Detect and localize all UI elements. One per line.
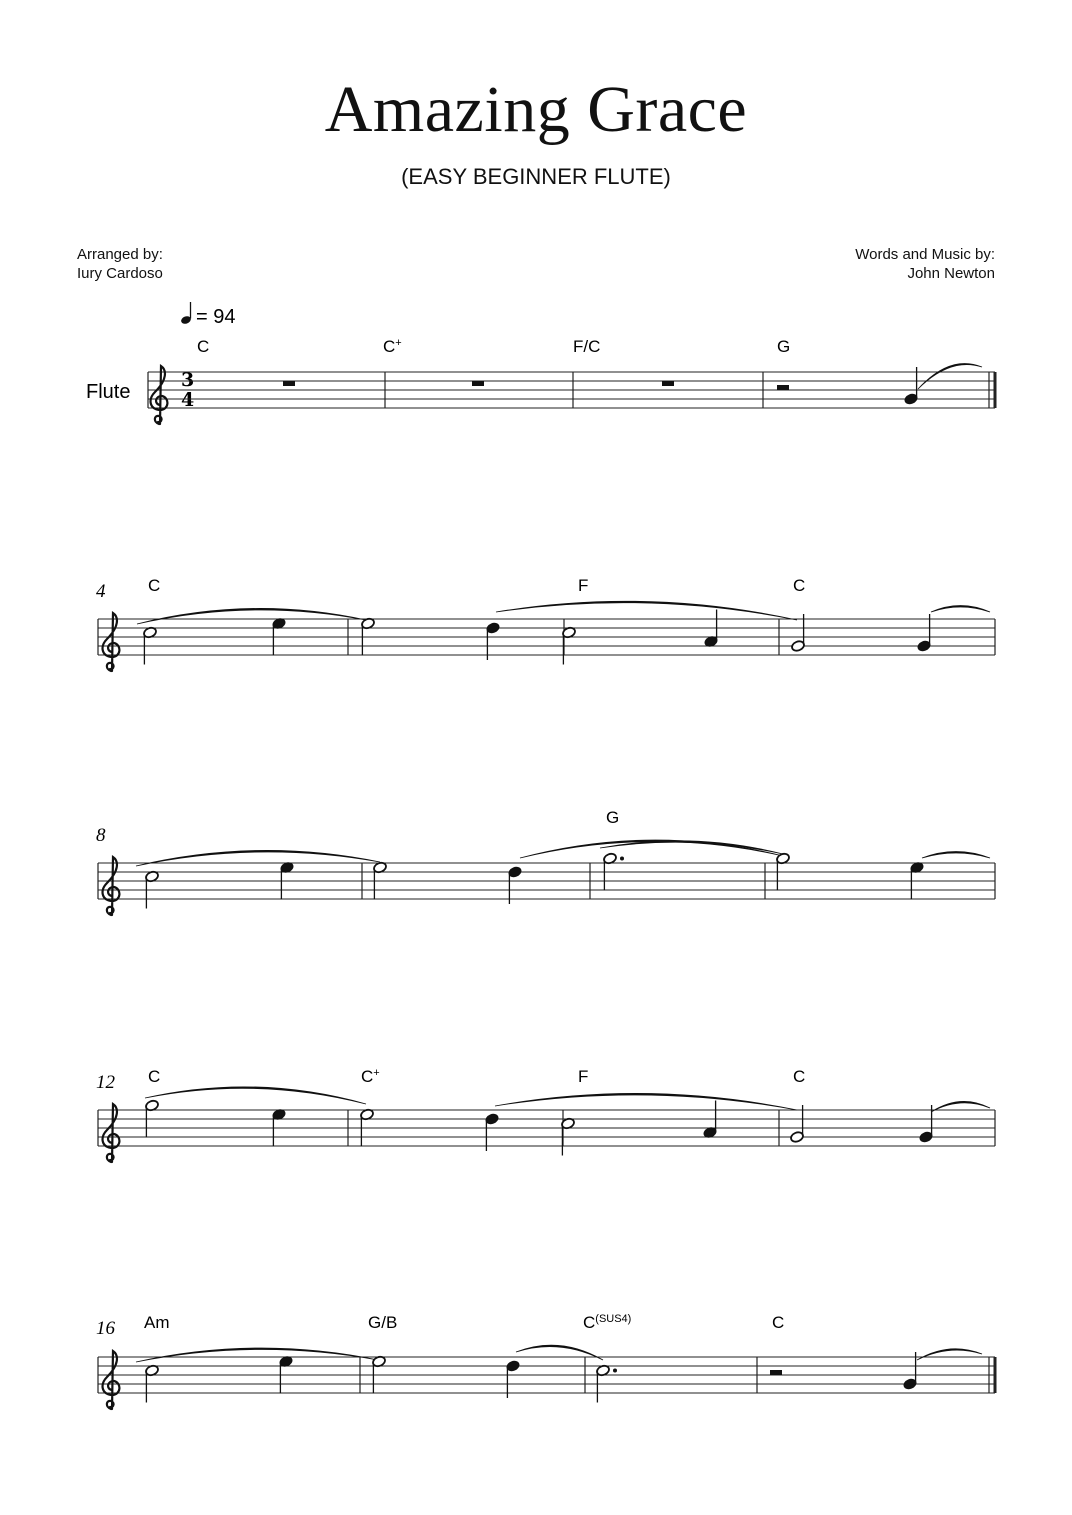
chord-root: C xyxy=(583,1313,596,1332)
composer-label: Words and Music by: xyxy=(855,246,995,263)
chord-root: F xyxy=(578,576,589,595)
slur xyxy=(136,850,380,866)
measure-number-12: 12 xyxy=(96,1072,115,1093)
chord-root: F/C xyxy=(573,337,601,356)
chord-root: G xyxy=(777,337,791,356)
chord-symbol xyxy=(777,337,790,356)
chord-root: Am xyxy=(144,1313,170,1332)
time-signature-bottom: 4 xyxy=(181,389,195,411)
chord-symbol xyxy=(573,337,600,356)
tempo-marking xyxy=(180,302,235,328)
chord-root: C xyxy=(383,337,396,356)
measure-number-4: 4 xyxy=(96,581,106,602)
augmentation-dot xyxy=(613,1369,617,1373)
arranger-name: Iury Cardoso xyxy=(77,265,163,282)
score-title: Amazing Grace xyxy=(324,73,748,146)
chord-symbol xyxy=(578,576,588,595)
chord-root: C xyxy=(361,1067,374,1086)
chord-symbol xyxy=(578,1067,588,1086)
chord-symbol xyxy=(793,1067,805,1086)
whole-rest xyxy=(283,381,295,386)
composer-name: John Newton xyxy=(907,265,995,282)
chord-symbol xyxy=(383,337,402,356)
staff-system xyxy=(98,1087,995,1162)
chord-symbol xyxy=(772,1313,784,1332)
slur xyxy=(145,1087,366,1104)
chord-symbol xyxy=(606,808,619,827)
chord-root: C xyxy=(772,1313,785,1332)
chord-symbol xyxy=(793,576,805,595)
slur xyxy=(918,363,982,389)
chord-root: C xyxy=(793,1067,806,1086)
instrument-name: Flute xyxy=(86,381,131,403)
chord-root: C xyxy=(197,337,210,356)
treble-clef-icon xyxy=(103,613,120,671)
chord-modifier: (SUS4) xyxy=(595,1313,632,1325)
treble-clef-icon xyxy=(151,366,168,424)
staff-system xyxy=(98,1345,995,1409)
half-rest xyxy=(777,385,789,390)
chord-modifier: + xyxy=(373,1067,380,1079)
treble-clef-icon xyxy=(103,1104,120,1162)
slur xyxy=(496,601,797,620)
slur xyxy=(922,852,990,859)
chord-symbol xyxy=(148,576,160,595)
whole-rest xyxy=(472,381,484,386)
time-signature-top: 3 xyxy=(181,369,195,391)
treble-clef-icon xyxy=(103,857,120,915)
whole-rest xyxy=(662,381,674,386)
tempo-text: = 94 xyxy=(196,306,236,328)
chord-symbol xyxy=(148,1067,160,1086)
measure-number-16: 16 xyxy=(96,1318,115,1339)
chord-symbol xyxy=(368,1313,397,1332)
augmentation-dot xyxy=(620,857,624,861)
slur xyxy=(137,608,366,624)
chord-root: C xyxy=(148,576,161,595)
arranger-label: Arranged by: xyxy=(77,246,163,263)
chord-symbol xyxy=(144,1313,170,1332)
treble-clef-icon xyxy=(103,1351,120,1409)
chord-root: C xyxy=(793,576,806,595)
chord-symbol xyxy=(583,1313,631,1332)
chord-root: G xyxy=(606,808,620,827)
score-subtitle: (EASY BEGINNER FLUTE) xyxy=(401,164,671,189)
slur xyxy=(136,1348,378,1362)
slur xyxy=(516,1345,603,1360)
slur xyxy=(600,841,783,854)
chord-symbol xyxy=(361,1067,380,1086)
chord-root: G/B xyxy=(368,1313,398,1332)
staff-system xyxy=(98,840,995,915)
half-rest xyxy=(770,1370,782,1375)
chord-root: F xyxy=(578,1067,589,1086)
chord-root: C xyxy=(148,1067,161,1086)
chord-modifier: + xyxy=(395,337,402,349)
measure-number-8: 8 xyxy=(96,825,106,846)
chord-symbol xyxy=(197,337,209,356)
staff-system xyxy=(148,363,995,424)
slur xyxy=(931,606,990,613)
slur xyxy=(917,1349,982,1360)
staff-system xyxy=(98,601,995,671)
slur xyxy=(495,1093,797,1110)
